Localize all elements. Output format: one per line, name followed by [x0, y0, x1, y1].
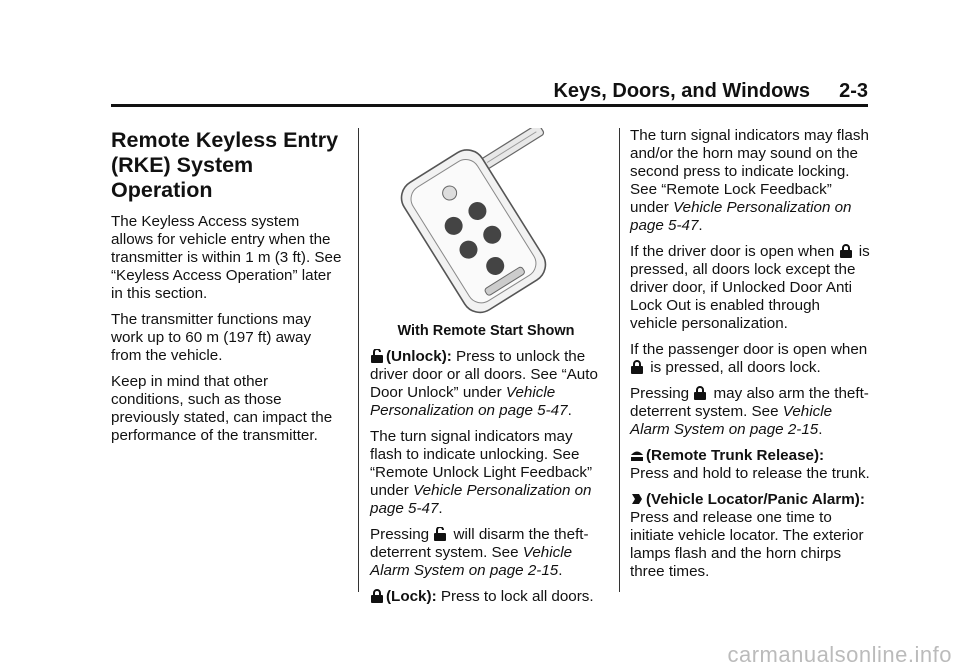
- lock-icon: [839, 244, 853, 258]
- paragraph: Pressing will disarm the theft-deterrent system. See Vehicle Alarm System on page 2‑15.: [370, 526, 589, 579]
- lock-description: (Lock): Press to lock all doors.: [370, 588, 602, 606]
- paragraph: The Keyless Access system allows for vehicle entry when the transmitter is within 1 m (3 ft). See “Keyless Access Operation” later in this section.: [111, 213, 342, 302]
- unlock-icon: [433, 527, 447, 541]
- lock-icon: [693, 386, 707, 400]
- column-3: [630, 127, 870, 589]
- paragraph: Keep in mind that other conditions, such as those previously stated, can impact the performance of the transmitter.: [111, 373, 333, 444]
- trunk-release-icon: [630, 448, 644, 462]
- watermark: carmanualsonline.info: [727, 642, 952, 667]
- trunk-release-description: (Remote Trunk Release): Press and hold to release the trunk.: [630, 447, 870, 482]
- column-divider: [619, 128, 620, 592]
- column-1: [111, 128, 343, 453]
- section-title: Keys, Doors, and Windows: [553, 80, 810, 102]
- unlock-description: (Unlock): Press to unlock the driver door or all doors. See “Auto Door Unlock” under Vehicle Personalization on page 5‑47.: [370, 348, 598, 419]
- paragraph: The turn signal indicators may flash and/or the horn may sound on the second press to indicate locking. See “Remote Lock Feedback” under Vehicle Personalization on page 5‑47.: [630, 127, 869, 234]
- page-number: 2-3: [839, 80, 868, 102]
- lock-icon: [630, 360, 644, 374]
- paragraph: The transmitter functions may work up to 60 m (197 ft) away from the vehicle.: [111, 311, 312, 364]
- key-fob-illustration: [388, 128, 588, 323]
- unlock-icon: [370, 349, 384, 363]
- paragraph: Pressing may also arm the theft-deterrent system. See Vehicle Alarm System on page 2‑15.: [630, 385, 869, 438]
- lock-icon: [370, 589, 384, 603]
- section-heading: Remote Keyless Entry (RKE) System Operation: [111, 128, 339, 202]
- paragraph: The turn signal indicators may flash to indicate unlocking. See “Remote Unlock Light Feedback” under Vehicle Personalization on page 5‑47.: [370, 428, 593, 517]
- paragraph: If the driver door is open when is pressed, all doors lock except the driver door, if Unlocked Door Anti Lock Out is enabled through vehicle personalization.: [630, 243, 870, 332]
- page-header: [111, 80, 868, 107]
- column-divider: [358, 128, 359, 592]
- column-2: [370, 322, 602, 614]
- figure-caption: With Remote Start Shown: [397, 323, 575, 339]
- vehicle-locator-icon: [630, 492, 644, 506]
- paragraph: If the passenger door is open when is pressed, all doors lock.: [630, 341, 868, 376]
- vehicle-locator-description: (Vehicle Locator/Panic Alarm): Press and release one time to initiate vehicle locator. The exterior lamps flash and the horn chirps three times.: [630, 491, 865, 580]
